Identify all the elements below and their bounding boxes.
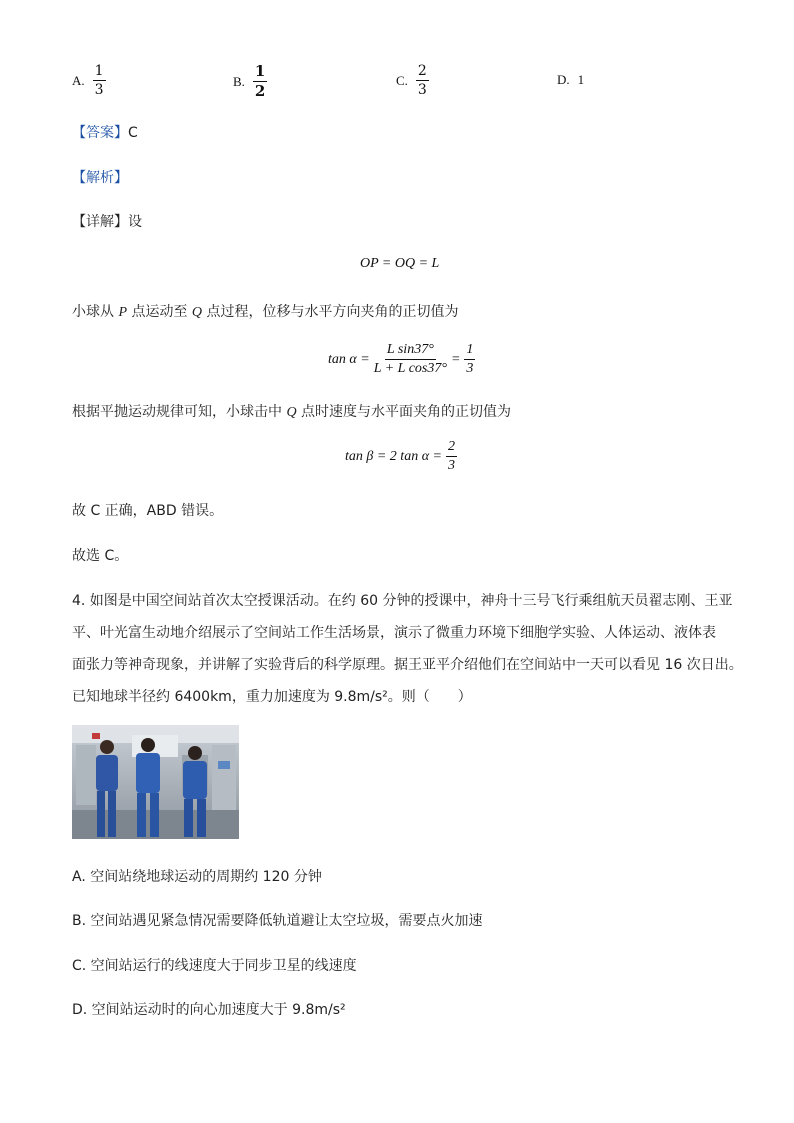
analysis-tag: 【解析】 <box>72 170 128 186</box>
detail-text: 设 <box>128 214 142 230</box>
question-4-line-4: 已知地球半径约 6400km，重力加速度为 9.8m/s²。则（ ） <box>72 689 472 705</box>
option-b <box>233 64 267 99</box>
explanation-line-1: 小球从 P 点运动至 Q 点过程，位移与水平方向夹角的正切值为 <box>72 304 459 320</box>
question-4-line-1: 4. 如图是中国空间站首次太空授课活动。在约 60 分钟的授课中，神舟十三号飞行乘组航天员翟志刚、王亚 <box>72 593 733 609</box>
option-a-fraction: $\frac{1}{3}$ <box>94 63 104 98</box>
option-a-label: A. <box>72 72 85 88</box>
option-d-label: D. <box>557 72 570 87</box>
answer-line <box>72 122 138 142</box>
option-c-label: C. <box>396 72 408 88</box>
option-b-label: B. <box>233 73 245 89</box>
question-4-line-2: 平、叶光富生动地介绍展示了空间站工作生活场景，演示了微重力环境下细胞学实验、人体运动、液体表 <box>72 625 716 641</box>
detail-line <box>72 211 142 231</box>
question-4-choice-d: D. 空间站运动时的向心加速度大于 9.8m/s² <box>72 1002 346 1018</box>
answer-value: C <box>128 125 138 141</box>
detail-tag: 【详解】 <box>72 214 128 230</box>
option-d <box>557 72 584 88</box>
option-b-fraction: $\frac{1}{2}$ <box>254 62 266 100</box>
equation-tan-beta: tan β = 2 tan α = $\frac{2}{3}$ <box>345 439 455 473</box>
option-c <box>396 64 429 97</box>
question-4-choice-c: C. 空间站运行的线速度大于同步卫星的线速度 <box>72 958 357 974</box>
conclusion-1: 故 C 正确，ABD 错误。 <box>72 503 224 519</box>
question-4-choice-b: B. 空间站遇见紧急情况需要降低轨道避让太空垃圾，需要点火加速 <box>72 913 483 929</box>
equation-tan-alpha: tan α = $\frac{\text{L sin37°}}{\text{L + L cos37°}}$ = $\frac{1}{3}$ <box>328 342 474 376</box>
astronauts-photo <box>72 725 239 839</box>
option-c-fraction: $\frac{2}{3}$ <box>417 63 427 98</box>
question-4-line-3: 面张力等神奇现象，并讲解了实验背后的科学原理。据王亚平介绍他们在空间站中一天可以看见 16 次日出。 <box>72 657 743 673</box>
question-4-choice-a: A. 空间站绕地球运动的周期约 120 分钟 <box>72 869 322 885</box>
option-a <box>72 64 106 97</box>
option-d-value: 1 <box>577 72 585 87</box>
explanation-line-2: 根据平抛运动规律可知，小球击中 Q 点时速度与水平面夹角的正切值为 <box>72 404 512 420</box>
equation-op-oq: OP = OQ = L <box>360 256 440 271</box>
answer-tag: 【答案】 <box>72 125 128 141</box>
conclusion-2: 故选 C。 <box>72 548 129 564</box>
